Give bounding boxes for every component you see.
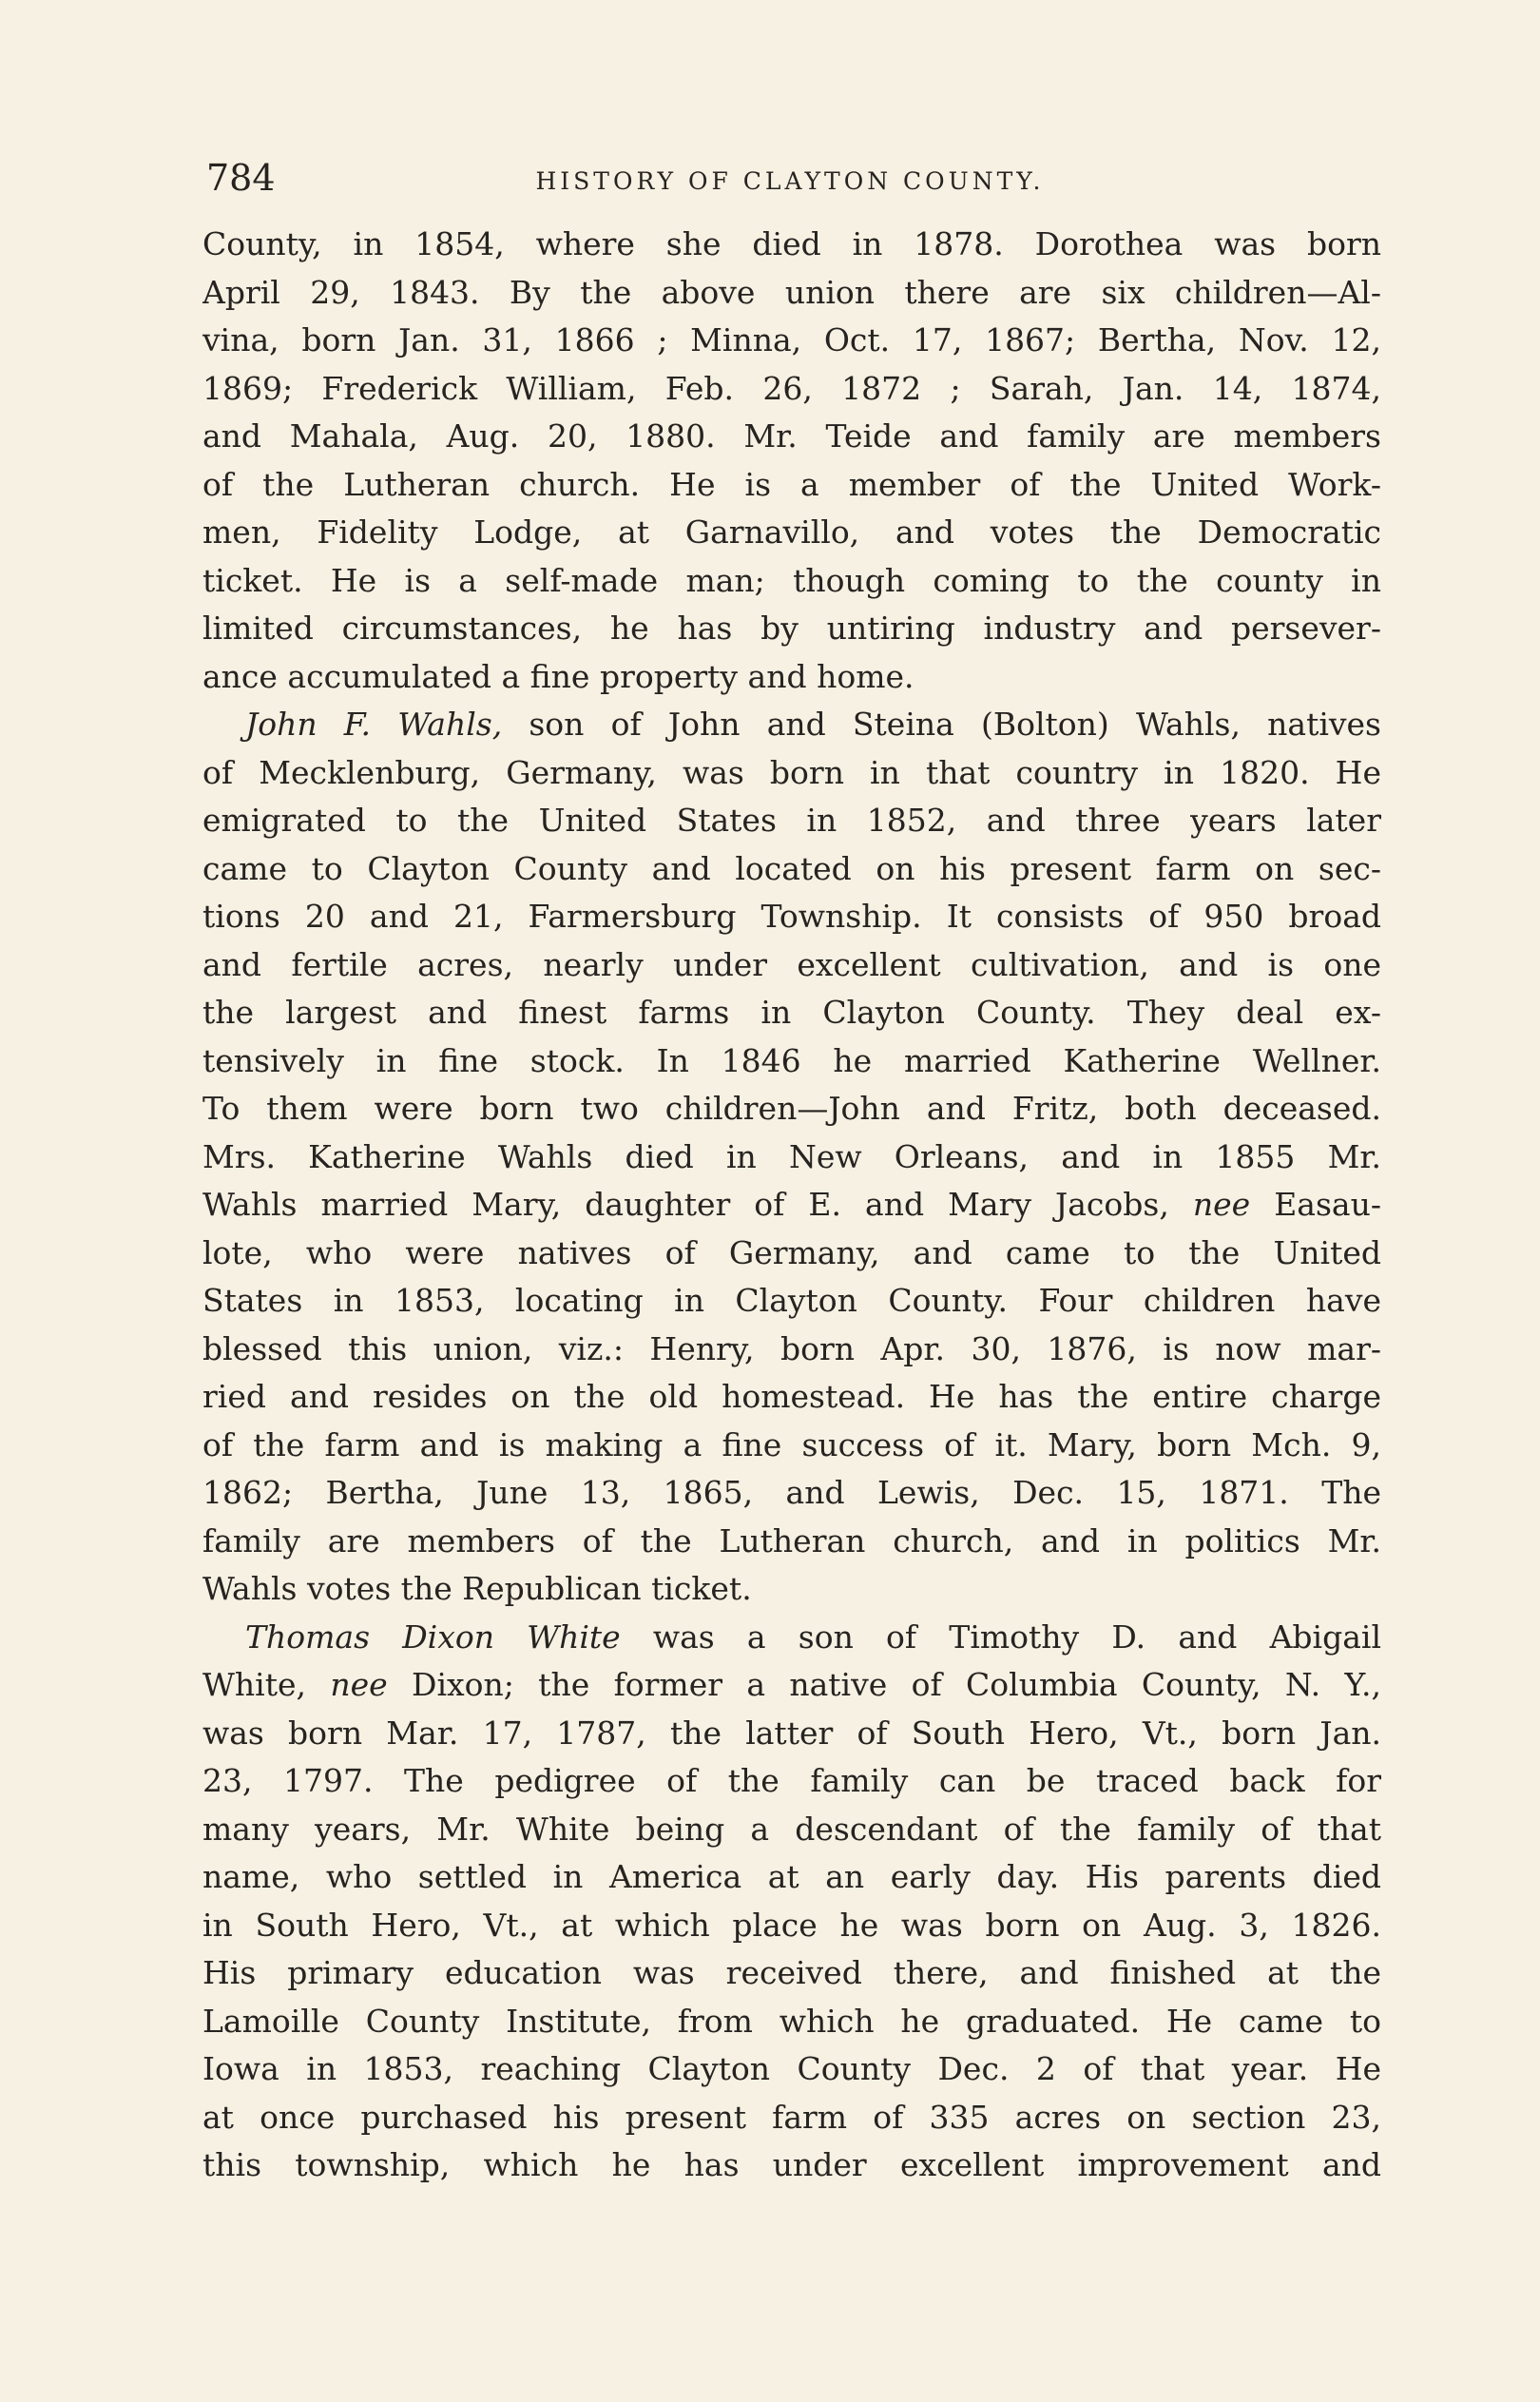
line-text: the largest and finest farms in Clayton County. They deal ex- xyxy=(202,994,1381,1031)
line-text: name, who settled in America at an early day. His parents died xyxy=(202,1858,1381,1895)
line-text: White, xyxy=(202,1666,331,1703)
line-text: His primary education was received there, and finished at the xyxy=(202,1954,1381,1991)
text-line xyxy=(202,845,1381,894)
text-line xyxy=(202,1661,1381,1710)
line-text: men, Fidelity Lodge, at Garnavillo, and votes the Democratic xyxy=(202,513,1381,551)
line-text: was a son of Timothy D. and Abigail xyxy=(620,1617,1381,1656)
text-line xyxy=(202,1469,1381,1518)
text-line xyxy=(202,269,1381,318)
text-line xyxy=(202,701,1381,749)
line-text: Wahls married Mary, daughter of E. and Mary Jacobs, xyxy=(202,1186,1193,1223)
person-name: John F. Wahls, xyxy=(245,706,503,743)
text-line xyxy=(202,509,1381,557)
text-line xyxy=(202,1373,1381,1422)
running-head: HISTORY OF CLAYTON COUNTY. xyxy=(535,167,1045,195)
line-text: vina, born Jan. 31, 1866 ; Minna, Oct. 17, 1867; Bertha, Nov. 12, xyxy=(202,321,1381,358)
line-text: and fertile acres, nearly under excellent cultivation, and is one xyxy=(202,945,1381,983)
line-text: at once purchased his present farm of 335 acres on section 23, xyxy=(202,2098,1381,2136)
text-line xyxy=(202,1518,1381,1566)
line-text: 1869; Frederick William, Feb. 26, 1872 ; Sarah, Jan. 14, 1874, xyxy=(202,369,1381,407)
line-text: County, in 1854, where she died in 1878. Dorothea was born xyxy=(202,225,1381,262)
text-line xyxy=(202,893,1381,941)
text-line xyxy=(202,1565,1381,1614)
page-number: 784 xyxy=(206,157,276,199)
line-text: 1862; Bertha, June 13, 1865, and Lewis, Dec. 15, 1871. The xyxy=(202,1474,1381,1511)
text-line xyxy=(202,1998,1381,2046)
text-line xyxy=(202,1133,1381,1182)
line-text: family are members of the Lutheran church, and in politics Mr. xyxy=(202,1521,1381,1559)
text-line xyxy=(202,989,1381,1037)
line-text: 23, 1797. The pedigree of the family can be traced back for xyxy=(202,1762,1381,1799)
italic-word: nee xyxy=(330,1666,388,1703)
text-line xyxy=(202,1037,1381,1086)
line-text: emigrated to the United States in 1852, and three years later xyxy=(202,802,1381,839)
line-text: To them were born two children—John and Fritz, both deceased. xyxy=(202,1090,1381,1127)
line-text: Lamoille County Institute, from which he graduated. He came to xyxy=(202,2002,1381,2040)
text-line xyxy=(202,1230,1381,1278)
line-text: son of John and Steina (Bolton) Wahls, natives xyxy=(502,706,1381,743)
text-line xyxy=(202,557,1381,606)
text-line xyxy=(202,317,1381,365)
text-line xyxy=(202,653,1381,702)
text-line xyxy=(202,221,1381,269)
body-text xyxy=(202,221,1381,2190)
line-text: and Mahala, Aug. 20, 1880. Mr. Teide and family are members xyxy=(202,417,1381,455)
line-text: ticket. He is a self-made man; though coming to the county in xyxy=(202,561,1381,599)
text-line xyxy=(202,749,1381,798)
italic-word: nee xyxy=(1192,1186,1251,1223)
text-line xyxy=(202,1422,1381,1470)
line-text-cont: Easau- xyxy=(1250,1186,1381,1223)
text-line xyxy=(202,1710,1381,1758)
text-line xyxy=(202,1085,1381,1133)
line-text: in South Hero, Vt., at which place he was born on Aug. 3, 1826. xyxy=(202,1906,1381,1944)
line-text: was born Mar. 17, 1787, the latter of South Hero, Vt., born Jan. xyxy=(202,1714,1381,1752)
line-text: States in 1853, locating in Clayton County. Four children have xyxy=(202,1282,1381,1319)
line-text-cont: Dixon; the former a native of Columbia County, N. Y., xyxy=(387,1666,1381,1703)
line-text: of the Lutheran church. He is a member of the United Work- xyxy=(202,465,1381,503)
line-text: Wahls votes the Republican ticket. xyxy=(202,1570,752,1607)
text-line xyxy=(202,1806,1381,1854)
line-text: came to Clayton County and located on his present farm on sec- xyxy=(202,849,1381,887)
line-text: Iowa in 1853, reaching Clayton County Dec. 2 of that year. He xyxy=(202,2050,1381,2087)
line-text: tensively in fine stock. In 1846 he married Katherine Wellner. xyxy=(202,1041,1381,1079)
line-text: blessed this union, viz.: Henry, born Apr. 30, 1876, is now mar- xyxy=(202,1329,1381,1367)
line-text: Mrs. Katherine Wahls died in New Orleans, and in 1855 Mr. xyxy=(202,1137,1381,1175)
text-line xyxy=(202,1614,1381,1662)
text-line xyxy=(202,2045,1381,2094)
line-text: limited circumstances, he has by untiring industry and persever- xyxy=(202,610,1381,647)
text-line xyxy=(202,1949,1381,1998)
text-line xyxy=(202,2094,1381,2142)
text-line xyxy=(202,1326,1381,1374)
text-line xyxy=(202,1181,1381,1230)
line-text: of the farm and is making a fine success of it. Mary, born Mch. 9, xyxy=(202,1425,1381,1463)
line-text: many years, Mr. White being a descendant of the family of that xyxy=(202,1810,1381,1848)
text-line xyxy=(202,461,1381,510)
text-line xyxy=(202,413,1381,461)
text-line xyxy=(202,2141,1381,2190)
text-line xyxy=(202,1277,1381,1326)
text-line xyxy=(202,797,1381,845)
text-line xyxy=(202,1853,1381,1902)
line-text: ried and resides on the old homestead. He has the entire charge xyxy=(202,1378,1381,1415)
person-name: Thomas Dixon White xyxy=(245,1617,621,1656)
page-header xyxy=(206,154,1374,202)
line-text: of Mecklenburg, Germany, was born in that country in 1820. He xyxy=(202,753,1381,791)
text-line xyxy=(202,1902,1381,1950)
text-line xyxy=(202,605,1381,653)
text-line xyxy=(202,1757,1381,1806)
text-line xyxy=(202,365,1381,414)
text-line xyxy=(202,941,1381,990)
line-text: this township, which he has under excellent improvement and xyxy=(202,2146,1381,2183)
line-text: tions 20 and 21, Farmersburg Township. It consists of 950 broad xyxy=(202,898,1381,935)
line-text: ance accumulated a fine property and home. xyxy=(202,657,914,695)
line-text: lote, who were natives of Germany, and came to the United xyxy=(202,1233,1381,1271)
line-text: April 29, 1843. By the above union there are six children—Al- xyxy=(202,273,1381,311)
